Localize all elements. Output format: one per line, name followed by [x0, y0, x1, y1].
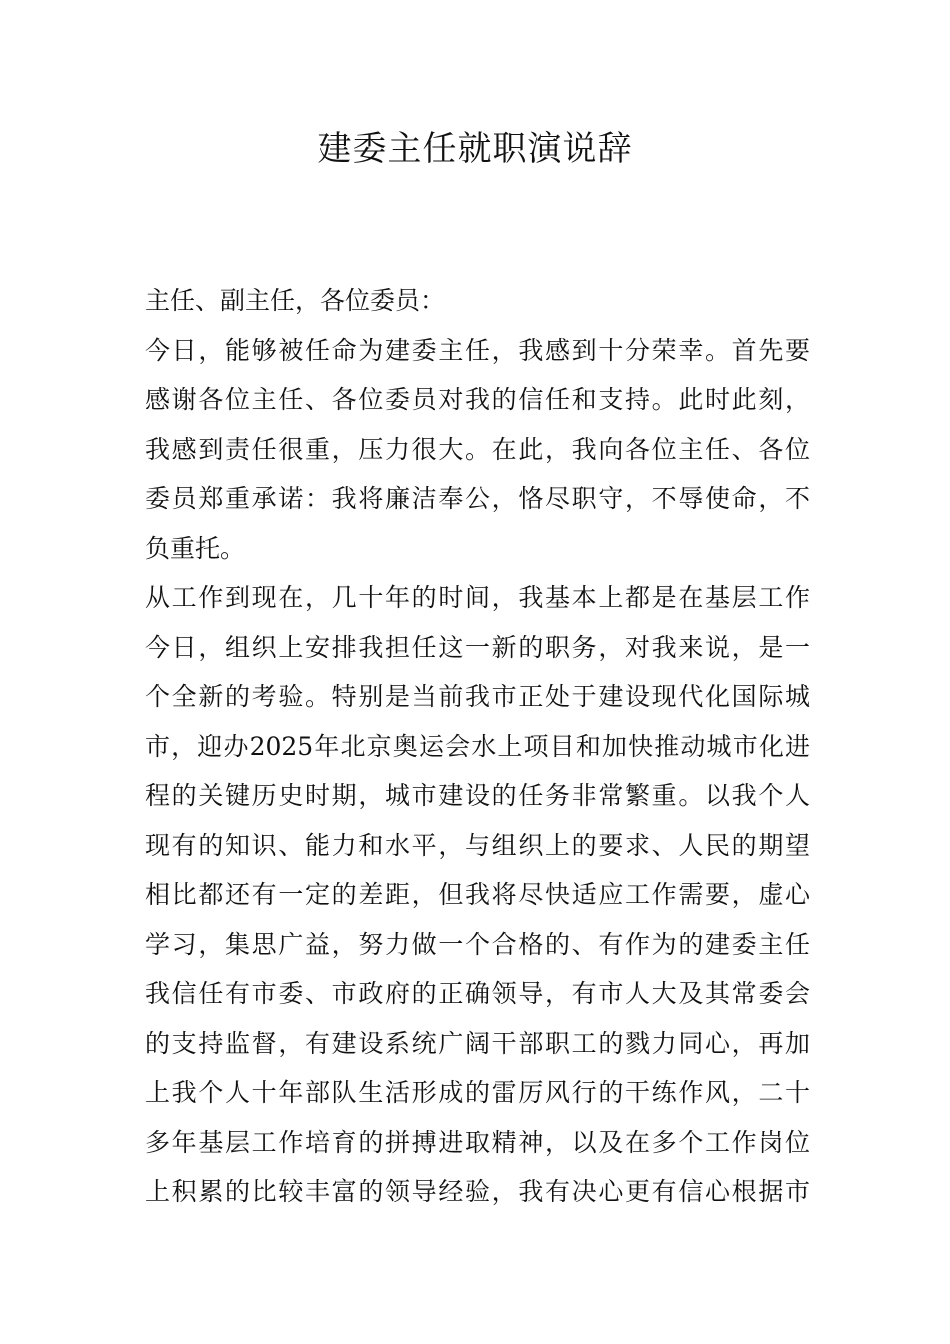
body-line: 上积累的比较丰富的领导经验，我有决心更有信心根据市: [145, 1177, 810, 1206]
body-line: 我感到责任很重，压力很大。在此，我向各位主任、各位: [145, 434, 810, 464]
body-line: 学习，集思广益，努力做一个合格的、有作为的建委主任: [145, 929, 810, 959]
body-line: 今日，组织上安排我担任这一新的职务，对我来说，是一: [145, 632, 810, 662]
body-line: 我信任有市委、市政府的正确领导，有市人大及其常委会: [145, 979, 810, 1008]
body-line: 感谢各位主任、各位委员对我的信任和支持。此时此刻，: [145, 385, 810, 414]
body-line: 现有的知识、能力和水平，与组织上的要求、人民的期望: [145, 830, 810, 860]
document-title: 建委主任就职演说辞: [317, 129, 633, 169]
body-line: 负重托。: [145, 533, 246, 563]
body-line-salutation: 主任、副主任，各位委员：: [145, 286, 446, 315]
body-line: 多年基层工作培育的拼搏进取精神，以及在多个工作岗位: [145, 1127, 810, 1157]
body-line: 市，迎办2025年北京奥运会水上项目和加快推动城市化进: [145, 731, 810, 761]
document-body: [145, 276, 810, 1217]
body-line: 今日，能够被任命为建委主任，我感到十分荣幸。首先要: [145, 335, 810, 365]
body-line: 从工作到现在，几十年的时间，我基本上都是在基层工作: [145, 583, 810, 612]
body-line: 委员郑重承诺：我将廉洁奉公，恪尽职守，不辱使命，不: [145, 484, 810, 513]
body-line: 的支持监督，有建设系统广阔干部职工的戮力同心，再加: [145, 1028, 810, 1058]
body-line: 程的关键历史时期，城市建设的任务非常繁重。以我个人: [145, 781, 810, 810]
body-line: 上我个人十年部队生活形成的雷厉风行的干练作风，二十: [145, 1078, 810, 1107]
body-line: 相比都还有一定的差距，但我将尽快适应工作需要，虚心: [145, 880, 810, 909]
body-line: 个全新的考验。特别是当前我市正处于建设现代化国际城: [145, 682, 810, 711]
